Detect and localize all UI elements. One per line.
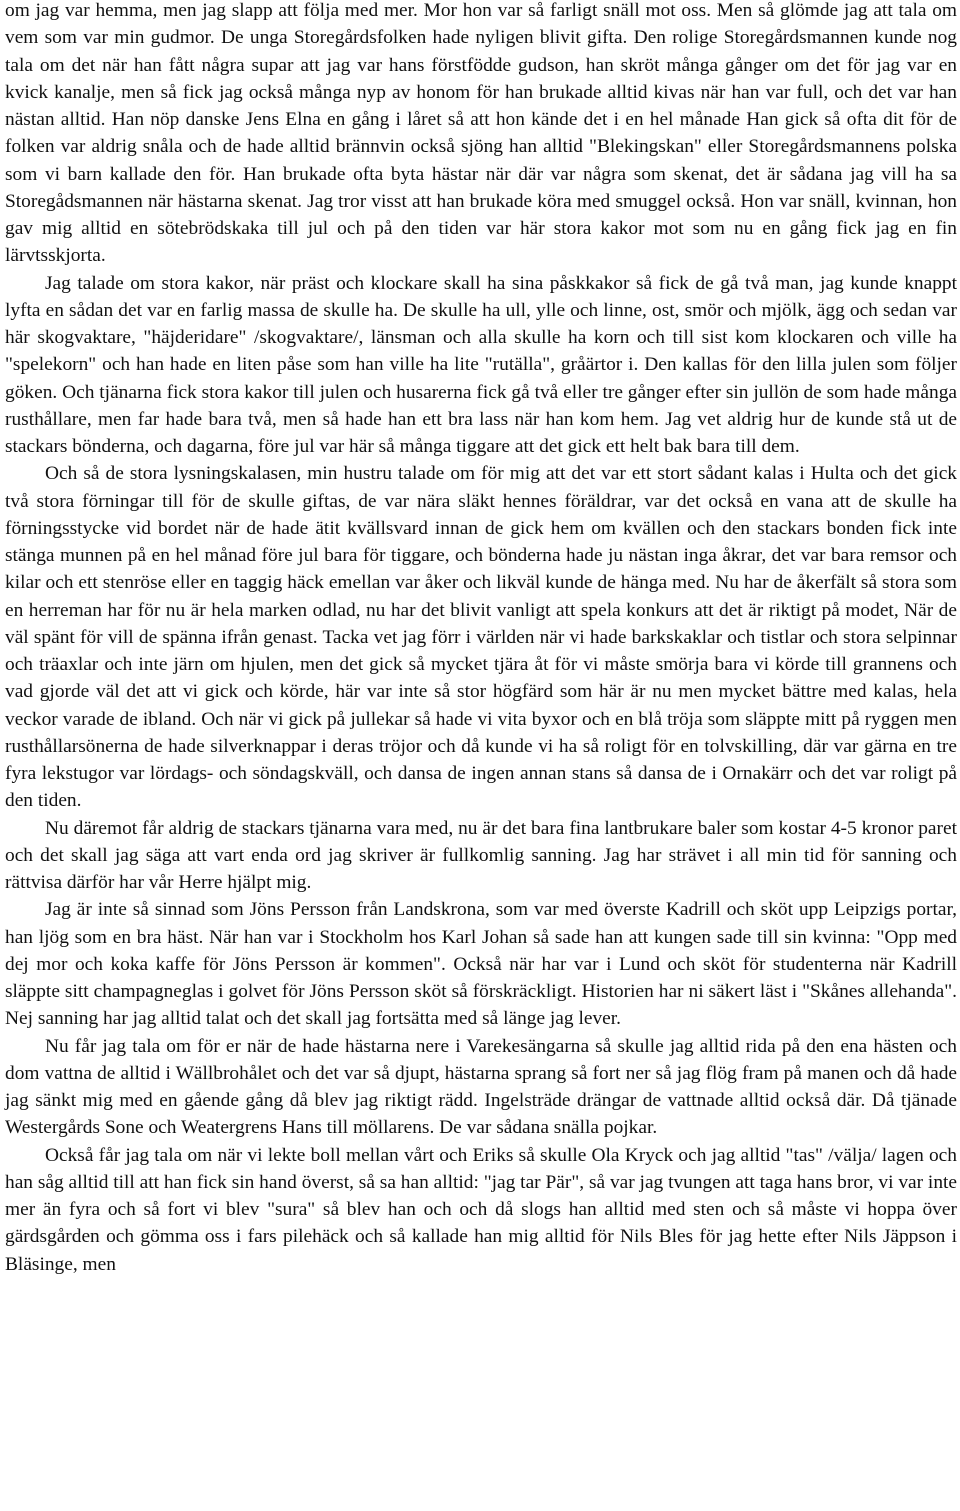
paragraph-5: Jag är inte så sinnad som Jöns Persson från Landskrona, som var med överste Kadrill och sköt upp Leipzigs portar, han ljög som en bra häst. När han var i Stockholm hos Karl Johan så sade han att kungen sade till sin kvinna: "Opp med dej mor och koka kaffe för Jöns Persson är kommen". Också när har var i Lund och sköt för studenterna när Kadrill släppte sitt champagneglas i golvet för Jöns Persson sköt så förskräckligt. Historien har ni säkert läst i "Skånes allehanda". Nej sanning har jag alltid talat och det skall jag fortsätta med så länge jag lever. (5, 899, 957, 1030)
paragraph-3: Och så de stora lysningskalasen, min hustru talade om för mig att det var ett stort sådant kalas i Hulta och det gick två stora förningar till för de skulle giftas, de var nära släkt hennes föräldrar, var det också en vana att de skulle ha förningsstycke vid bordet när de hade ätit kvällsvard innan de gick hem om kvällen och den stackars bonden fick inte stänga munnen på en hel månad före jul bara för tiggare, och bönderna hade ju nästan inga åkrar, det var bara remsor och kilar och ett stenröse eller en taggig häck emellan var åker och likväl kunde de hänga med. Nu har de åkerfält så stora som en herreman har för nu är hela marken odlad, nu har det blivit vanligt att spela konkurs att det är riktigt på modet, När de väl spänt för vill de spänna ifrån genast. Tacka vet jag förr i världen när vi hade barkskaklar och tistlar och stora selpinnar och träaxlar och inte järn om hjulen, men det gick så mycket tjära åt för vi måste smörja bara vi körde till grannens och vad gjorde väl det att vi gick och körde, här var inte så stor högfärd som här är nu men mycket bättre med kalas, hela veckor varade de ibland. Och när vi gick på jullekar så hade vi vita byxor och en blå tröja som släppte mitt på ryggen men rusthållarsönerna de hade silverknappar i deras tröjor och då kunde vi ha så roligt för en tolvskilling, där var gärna en tre fyra lekstugor var lördags- och söndagskväll, och dansa de ingen annan stans så dansa de i Ornakärr och det var roligt på den tiden. (5, 463, 957, 812)
paragraph-2: Jag talade om stora kakor, när präst och klockare skall ha sina påskkakor så fick de gå två man, jag kunde knappt lyfta en sådan det var en farlig massa de skulle ha. De skulle ha ull, ylle och linne, ost, smör och mjölk, ägg och sedan var här skogvaktare, "häjderidare" /skogvaktare/, länsman och alla skulle ha korn och till sist kom klockaren och ville ha "spelekorn" och han hade en liten påse som han ville ha lite "rutälla", gråärtor i. Den kallas för den lilla julen som följer göken. Och tjänarna fick stora kakor till julen och husarerna fick gå två eller tre gånger efter sin jullön de som hade många rusthållare, men far hade bara två, men så hade han ett bra lass när han kom hem. Jag vet aldrig hur de kunde stå ut de stackars bönderna, och dagarna, före jul var här så många tiggare att det gick ett helt bak bara till dem. (5, 272, 957, 457)
paragraph-1: om jag var hemma, men jag slapp att följa med mer. Mor hon var så farligt snäll mot oss. Men så glömde jag att tala om vem som var min gudmor. De unga Storegårdsfolken hade nyligen blivit gifta. Den rolige Storegårdsmannen kunde nog tala om det när han fått några supar att jag var hans förstfödde gudson, han skröt många gånger om det för jag var en kvick kanalje, men så fick jag också många nyp av honom för han brukade alltid kivas när han var full, och det var han nästan alltid. Han nöp danske Jens Elna en gång i låret så att hon kände det i en hel månade Han gick så ofta dit för de folken var aldrig snåla och de hade alltid brännvin också sjöng han alltid "Blekingskan" eller Storegårdsmannens polska som vi barn kallade den för. Han brukade ofta byta hästar när där var några som skenat, det är sådana jag vill ha sa Storegådsmannen när hästarna skenat. Jag tror visst att han brukade köra med smuggel också. Hon var snäll, kvinnan, hon gav mig alltid en sötebrödskaka till jul och på den tiden var här stora kakor mot som nu en gång fick jag en fin lärvtsskjorta. (5, 0, 957, 267)
paragraph-6: Nu får jag tala om för er när de hade hästarna nere i Varekesängarna så skulle jag alltid rida på den ena hästen och dom vattna de alltid i Wällbrohålet och det var så djupt, hästarna sprang så fort ner så jag flög fram på manen och då hade jag sänkt mig med en gående gång då blev jag riktigt rädd. Ingelsträde drängar de vattnade alltid också där. Då tjänade Westergårds Sone och Weatergrens Hans till möllarens. De var sådana snälla pojkar. (5, 1035, 957, 1139)
paragraph-7: Också får jag tala om när vi lekte boll mellan vårt och Eriks så skulle Ola Kryck och jag alltid "tas" /välja/ lagen och han såg alltid till att han fick sin hand överst, så sa han alltid: "jag tar Pär", så var jag tvungen att taga hans bror, vi var inte mer än fyra och så fort vi blev "sura" så blev han och och då slogs han alltid med sten och så måste vi hoppa över gärdsgården och gömma oss i fars pilehäck och så kallade han mig alltid för Nils Bles för jag hette efter Nils Jäppson i Bläsinge, men (5, 1144, 958, 1275)
paragraph-4: Nu däremot får aldrig de stackars tjänarna vara med, nu är det bara fina lantbrukare baler som kostar 4-5 kronor paret och det skall jag säga att vart enda ord jag skriver är fullkomlig sanning. Jag har strävet i all min tid för sanning och rättvisa därför har vår Herre hjälpt mig. (5, 817, 957, 893)
document-page (5, 0, 957, 1278)
